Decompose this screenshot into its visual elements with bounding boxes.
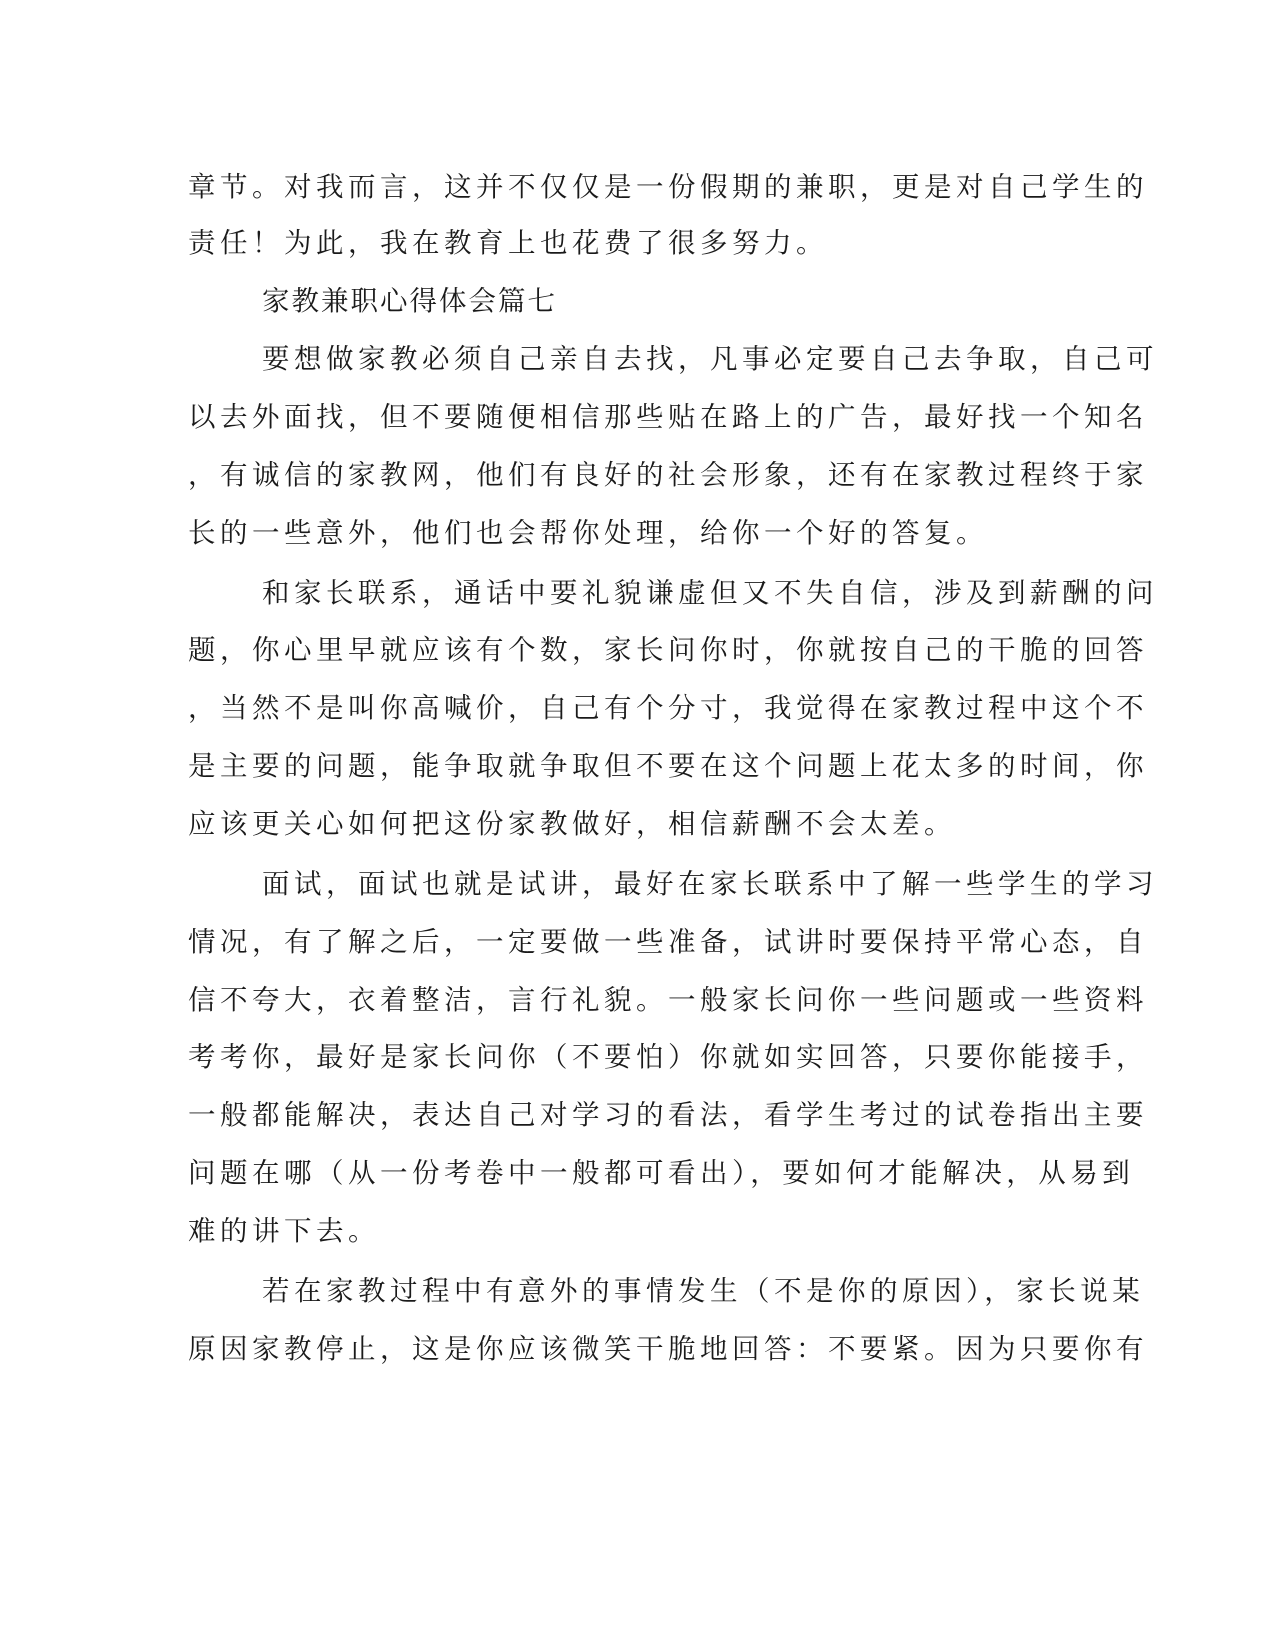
text-line: 情况，有了解之后，一定要做一些准备，试讲时要保持平常心态，自 — [188, 926, 1148, 958]
text-line: 和家长联系，通话中要礼貌谦虚但又不失自信，涉及到薪酬的问 — [262, 577, 1158, 609]
text-line: 是主要的问题，能争取就争取但不要在这个问题上花太多的时间，你 — [188, 750, 1148, 782]
text-line: 长的一些意外，他们也会帮你处理，给你一个好的答复。 — [188, 517, 988, 549]
text-line: 责任！为此，我在教育上也花费了很多努力。 — [188, 227, 828, 259]
text-line: ，有诚信的家教网，他们有良好的社会形象，还有在家教过程终于家 — [188, 459, 1148, 491]
text-line: 章节。对我而言，这并不仅仅是一份假期的兼职，更是对自己学生的 — [188, 171, 1148, 203]
text-line: 信不夸大，衣着整洁，言行礼貌。一般家长问你一些问题或一些资料 — [188, 984, 1148, 1016]
text-line: 问题在哪（从一份考卷中一般都可看出），要如何才能解决，从易到 — [188, 1157, 1135, 1189]
section-heading: 家教兼职心得体会篇七 — [262, 285, 557, 317]
text-line: 题，你心里早就应该有个数，家长问你时，你就按自己的干脆的回答 — [188, 634, 1148, 666]
text-line: 应该更关心如何把这份家教做好，相信薪酬不会太差。 — [188, 808, 956, 840]
text-line: 原因家教停止，这是你应该微笑干脆地回答：不要紧。因为只要你有 — [188, 1333, 1148, 1365]
text-line: 考考你，最好是家长问你（不要怕）你就如实回答，只要你能接手， — [188, 1041, 1148, 1073]
text-line: 面试，面试也就是试讲，最好在家长联系中了解一些学生的学习 — [262, 868, 1158, 900]
text-line: 一般都能解决，表达自己对学习的看法，看学生考过的试卷指出主要 — [188, 1099, 1148, 1131]
text-line: ，当然不是叫你高喊价，自己有个分寸，我觉得在家教过程中这个不 — [188, 692, 1148, 724]
text-line: 难的讲下去。 — [188, 1215, 380, 1247]
text-line: 以去外面找，但不要随便相信那些贴在路上的广告，最好找一个知名 — [188, 401, 1148, 433]
text-line: 若在家教过程中有意外的事情发生（不是你的原因），家长说某 — [262, 1275, 1145, 1307]
text-line: 要想做家教必须自己亲自去找，凡事必定要自己去争取，自己可 — [262, 343, 1158, 375]
